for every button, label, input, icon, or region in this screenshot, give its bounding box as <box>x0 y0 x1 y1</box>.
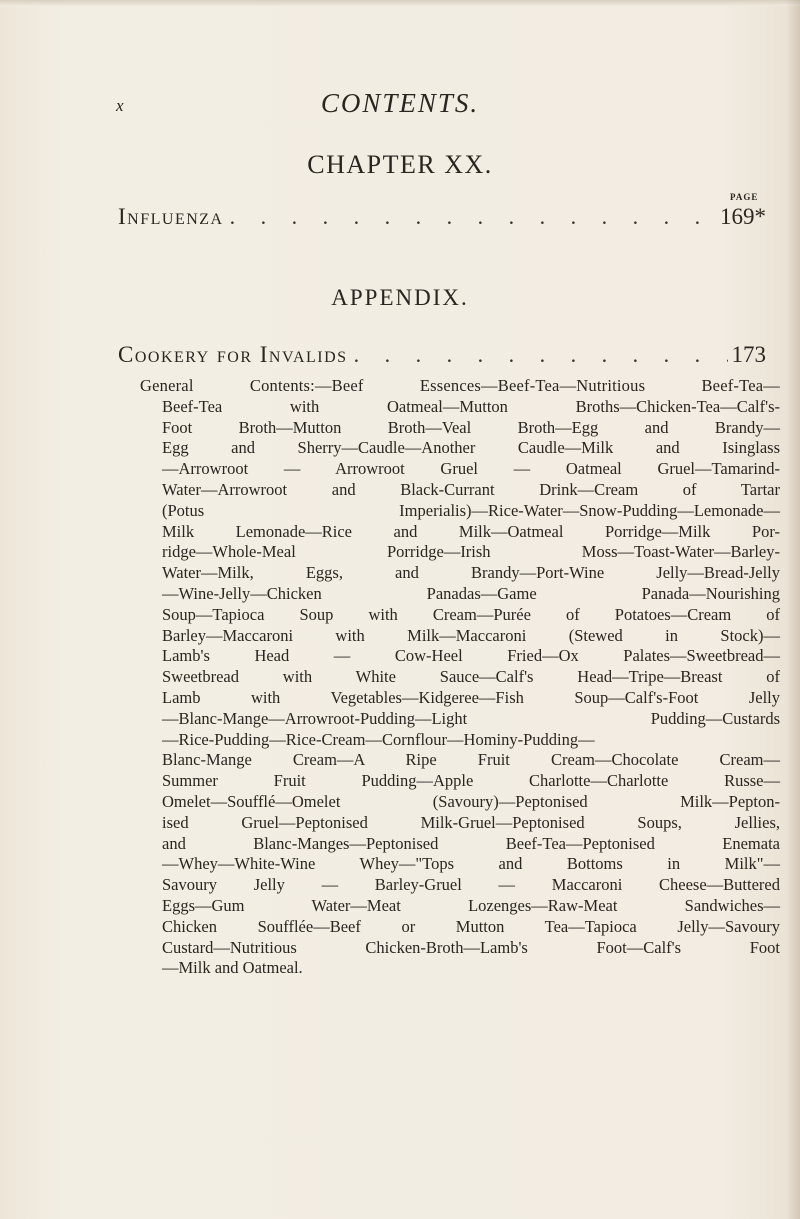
dot-leader <box>224 204 716 230</box>
running-title: CONTENTS. <box>320 88 480 118</box>
general-contents-line: —Blanc-Mange—Arrowroot-Pudding—Light Pudding—Custards <box>162 708 780 728</box>
general-contents-line: General Contents:—Beef Essences—Beef-Tea—Nutritious Beef-Tea— <box>140 376 780 395</box>
toc-entry-page: 169* <box>720 204 766 229</box>
general-contents-line: Eggs—Gum Water—Meat Lozenges—Raw-Meat Sandwiches— <box>162 895 780 915</box>
general-contents-line: Milk Lemonade—Rice and Milk—Oatmeal Porridge—Milk Por- <box>162 521 780 541</box>
toc-entry-page: 173 <box>731 342 766 367</box>
general-contents-line: Summer Fruit Pudding—Apple Charlotte—Charlotte Russe— <box>162 771 780 791</box>
general-contents-line: Water—Arrowroot and Black-Currant Drink—Cream of Tartar <box>162 479 780 499</box>
dot-leader <box>348 342 728 368</box>
general-contents-line: —Arrowroot — Arrowroot Gruel — Oatmeal Gruel—Tamarind- <box>162 459 780 479</box>
general-contents-line: ised Gruel—Peptonised Milk-Gruel—Peptonised Soups, Jellies, <box>162 812 780 832</box>
general-contents-line: (Potus Imperialis)—Rice-Water—Snow-Pudding—Lemonade— <box>162 500 780 520</box>
running-header <box>0 86 800 120</box>
appendix-heading: APPENDIX. <box>331 285 469 310</box>
general-contents-line: —Milk and Oatmeal. <box>162 958 303 978</box>
general-contents-line: Lamb with Vegetables—Kidgeree—Fish Soup—Calf's-Foot Jelly <box>162 687 780 707</box>
general-contents-line: Egg and Sherry—Caudle—Another Caudle—Milk and Isinglass <box>162 438 780 458</box>
general-contents-line: Lamb's Head — Cow-Heel Fried—Ox Palates—Sweetbread— <box>162 646 780 666</box>
general-contents-line: Sweetbread with White Sauce—Calf's Head—Tripe—Breast of <box>162 667 780 687</box>
general-contents-line: Beef-Tea with Oatmeal—Mutton Broths—Chicken-Tea—Calf's- <box>162 396 780 416</box>
general-contents-line: Water—Milk, Eggs, and Brandy—Port-Wine Jelly—Bread-Jelly <box>162 563 780 583</box>
general-contents-line: Barley—Maccaroni with Milk—Maccaroni (Stewed in Stock)— <box>162 625 780 645</box>
toc-entry-title: Cookery for Invalids <box>118 342 348 367</box>
general-contents-line: Foot Broth—Mutton Broth—Veal Broth—Egg and Brandy— <box>162 417 780 437</box>
general-contents-line: Savoury Jelly — Barley-Gruel — Maccaroni Cheese—Buttered <box>162 875 780 895</box>
general-contents-line: Blanc-Mange Cream—A Ripe Fruit Cream—Chocolate Cream— <box>162 750 780 770</box>
general-contents-paragraph <box>140 376 780 979</box>
page-right-edge-shadow <box>786 0 800 1219</box>
toc-entry-cookery-for-invalids <box>118 342 766 368</box>
general-contents-line: Custard—Nutritious Chicken-Broth—Lamb's Foot—Calf's Foot <box>162 937 780 957</box>
general-contents-line: and Blanc-Manges—Peptonised Beef-Tea—Peptonised Enemata <box>162 833 780 853</box>
page-number-roman: x <box>116 96 125 115</box>
page-column-label: PAGE <box>730 192 759 202</box>
general-contents-line: Soup—Tapioca Soup with Cream—Purée of Potatoes—Cream of <box>162 604 780 624</box>
general-contents-line: —Wine-Jelly—Chicken Panadas—Game Panada—Nourishing <box>162 583 780 603</box>
general-contents-line: —Whey—White-Wine Whey—"Tops and Bottoms in Milk"— <box>162 854 780 874</box>
chapter-heading: CHAPTER XX. <box>307 150 493 179</box>
toc-entry-title: Influenza <box>118 204 224 229</box>
page-top-edge <box>0 0 800 6</box>
general-contents-line: Omelet—Soufflé—Omelet (Savoury)—Peptonised Milk—Pepton- <box>162 791 780 811</box>
general-contents-line: Chicken Soufflée—Beef or Mutton Tea—Tapioca Jelly—Savoury <box>162 916 780 936</box>
general-contents-line: —Rice-Pudding—Rice-Cream—Cornflour—Hominy-Pudding— <box>162 729 595 749</box>
general-contents-line: ridge—Whole-Meal Porridge—Irish Moss—Toast-Water—Barley- <box>162 542 780 562</box>
toc-entry-influenza <box>118 204 766 230</box>
